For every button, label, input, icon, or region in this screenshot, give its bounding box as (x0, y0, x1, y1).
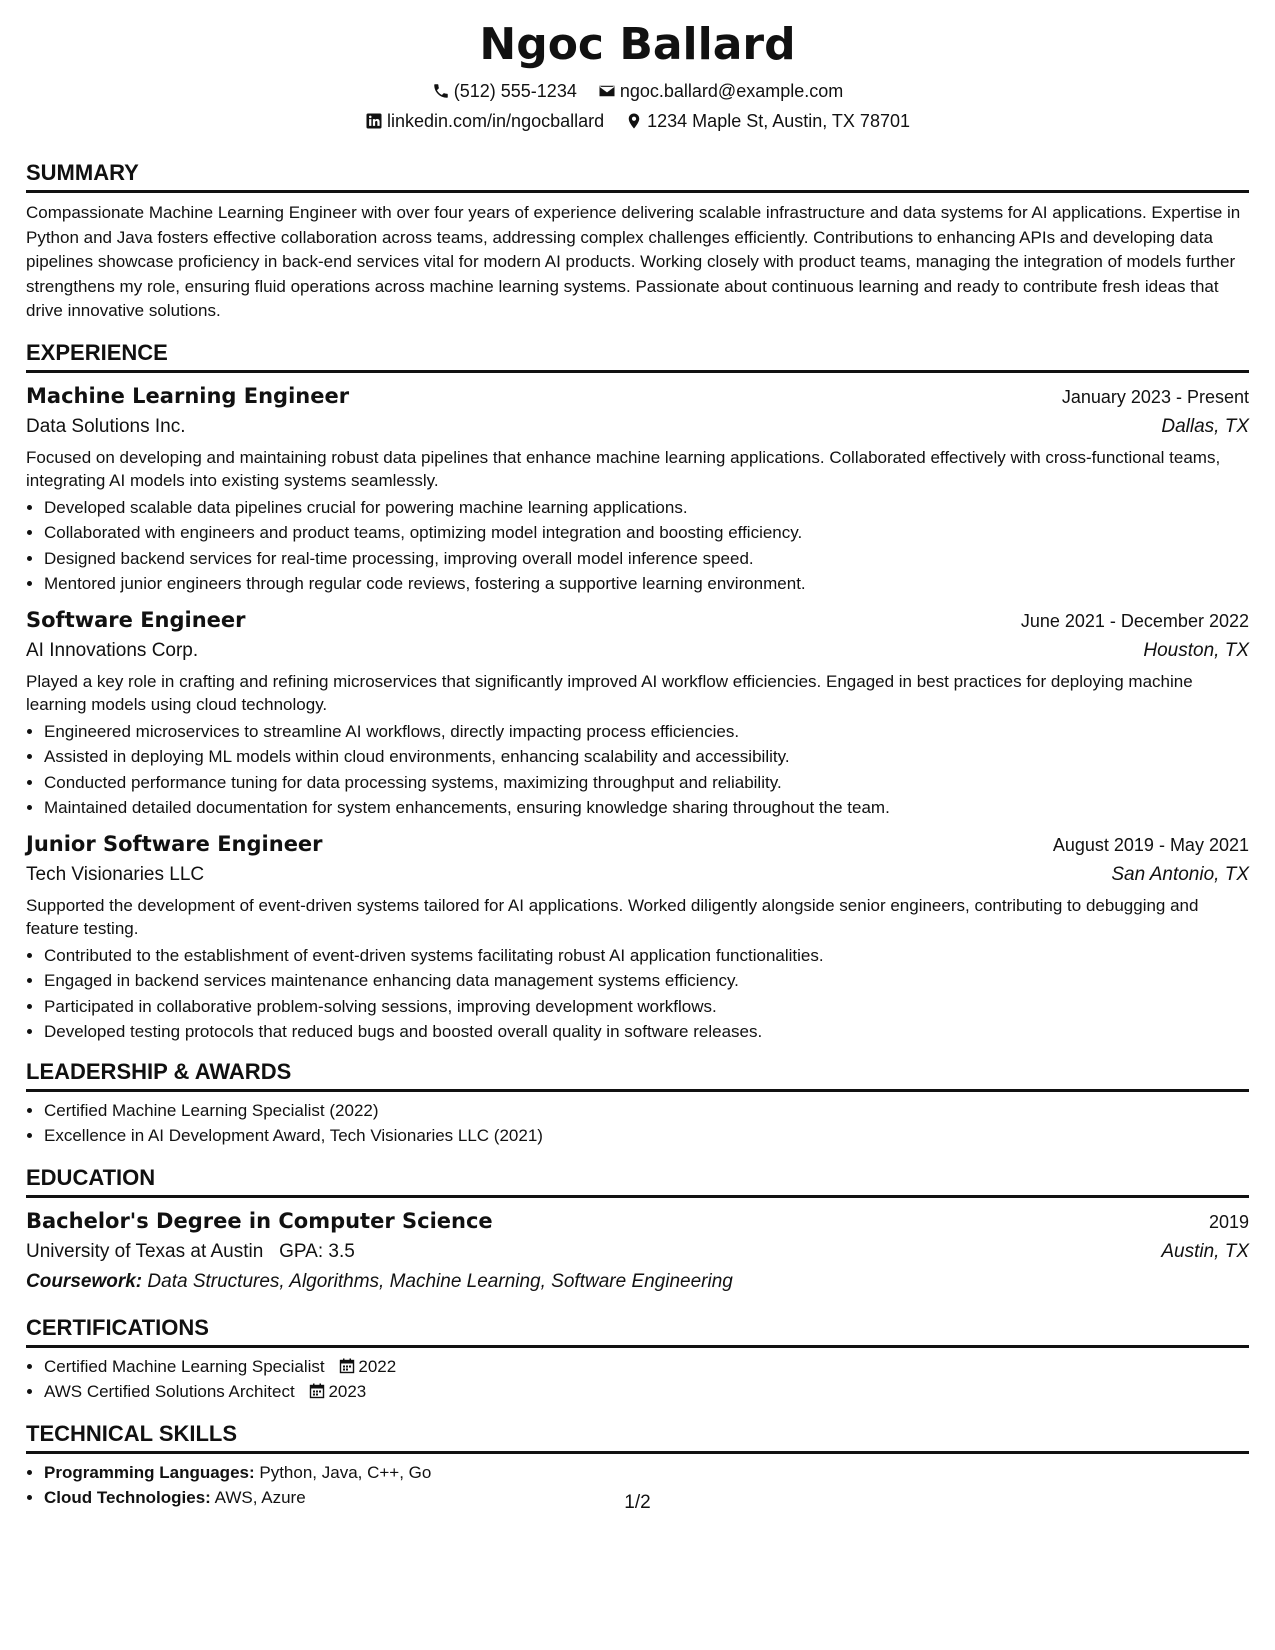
phone-icon (432, 82, 450, 100)
envelope-icon (598, 82, 616, 100)
list-item: • Certified Machine Learning Specialist (2022) (44, 1098, 1249, 1124)
candidate-name: Ngoc Ballard (479, 19, 796, 70)
job-location: Houston, TX (1143, 639, 1249, 661)
section-title-skills: TECHNICAL SKILLS (26, 1421, 1249, 1454)
calendar-icon (339, 1358, 355, 1374)
list-item: • Engineered microservices to streamline AI workflows, directly impacting process efficiencies. (44, 719, 1249, 745)
resume-page (26, 18, 1249, 1511)
job-dates: June 2021 - December 2022 (1020, 610, 1249, 631)
summary-section (26, 160, 1249, 324)
graduation-year: 2019 (1208, 1211, 1249, 1232)
section-title-awards: LEADERSHIP & AWARDS (26, 1059, 1249, 1092)
job-company: Data Solutions Inc. (26, 415, 186, 437)
map-pin-icon (625, 112, 643, 130)
linkedin-text: linkedin.com/in/ngocballard (387, 111, 605, 131)
email-text: ngoc.ballard@example.com (619, 81, 844, 101)
cert-name: Certified Machine Learning Specialist (44, 1356, 325, 1376)
linkedin-icon (365, 112, 383, 130)
list-item: • Designed backend services for real-time processing, improving overall model inference speed. (44, 546, 1249, 572)
gpa: GPA: 3.5 (279, 1240, 355, 1262)
linkedin-contact[interactable] (365, 108, 604, 134)
skill-label: Programming Languages: (44, 1462, 255, 1482)
job-entry (26, 829, 1249, 1045)
coursework (26, 1267, 1249, 1297)
job-bullets (26, 495, 1249, 597)
job-company: AI Innovations Corp. (26, 639, 199, 661)
coursework-label: Coursework: (26, 1270, 143, 1292)
list-item: • Developed testing protocols that reduced bugs and boosted overall quality in software releases. (44, 1019, 1249, 1045)
list-item (44, 1354, 1249, 1380)
job-title: Junior Software Engineer (26, 831, 323, 856)
cert-year: 2023 (328, 1382, 367, 1401)
cert-name: AWS Certified Solutions Architect (44, 1382, 295, 1401)
phone-text: (512) 555-1234 (453, 81, 577, 101)
list-item: • Developed scalable data pipelines crucial for powering machine learning applications. (44, 495, 1249, 521)
job-bullets (26, 719, 1249, 821)
education-entry (26, 1206, 1249, 1297)
contact-row-2 (26, 108, 1249, 134)
list-item: • Participated in collaborative problem-solving sessions, improving development workflows. (44, 994, 1249, 1020)
address-text: 1234 Maple St, Austin, TX 78701 (647, 111, 910, 131)
cert-year: 2022 (358, 1356, 397, 1376)
school-and-gpa (26, 1237, 355, 1267)
awards-list (26, 1098, 1249, 1149)
job-location: San Antonio, TX (1111, 863, 1249, 885)
calendar-icon (309, 1383, 325, 1399)
list-item: • Conducted performance tuning for data processing systems, maximizing throughput and reliability. (44, 770, 1249, 796)
job-dates: January 2023 - Present (1061, 386, 1249, 407)
list-item: • Mentored junior engineers through regular code reviews, fostering a supportive learning environment. (44, 571, 1249, 597)
job-dates: August 2019 - May 2021 (1052, 834, 1249, 855)
awards-section (26, 1059, 1249, 1149)
skill-label: Cloud Technologies: (44, 1488, 211, 1507)
skill-value: AWS, Azure (214, 1488, 306, 1507)
list-item: • Contributed to the establishment of event-driven systems facilitating robust AI application functionalities. (44, 943, 1249, 969)
school-location: Austin, TX (1161, 1240, 1249, 1262)
section-title-education: EDUCATION (26, 1165, 1249, 1198)
school-name: University of Texas at Austin (26, 1240, 264, 1262)
job-title: Software Engineer (26, 607, 246, 632)
coursework-list: Data Structures, Algorithms, Machine Learning, Software Engineering (147, 1270, 733, 1292)
job-bullets (26, 943, 1249, 1045)
job-description: Played a key role in crafting and refining microservices that significantly improved AI workflow efficiencies. Engaged in best practices for deploying machine learning models using cloud technology. (26, 671, 1193, 714)
page-number: 1/2 (624, 1492, 651, 1513)
job-entry (26, 605, 1249, 821)
job-location: Dallas, TX (1161, 415, 1249, 437)
experience-section (26, 340, 1249, 1045)
section-title-summary: SUMMARY (26, 160, 1249, 193)
list-item: • Engaged in backend services maintenance enhancing data management systems efficiency. (44, 968, 1249, 994)
email-contact[interactable] (598, 78, 843, 104)
summary-text: Compassionate Machine Learning Engineer with over four years of experience delivering scalable infrastructure and data systems for AI applications. Expertise in Python and Java fosters effective collaboration across teams, addressing complex challenges efficiently. Contributions to enhancing APIs and developing data pipelines showcase proficiency in back-end services vital for modern AI products. Working closely with product teams, managing the integration of models further strengthens my role, ensuring fluid operations across machine learning systems. Passionate about continuous learning and ready to contribute fresh ideas that drive innovative solutions. (26, 203, 1241, 320)
list-item: • Excellence in AI Development Award, Tech Visionaries LLC (2021) (44, 1123, 1249, 1149)
certifications-list (26, 1354, 1249, 1405)
list-item: • Maintained detailed documentation for system enhancements, ensuring knowledge sharing throughout the team. (44, 795, 1249, 821)
section-title-certifications: CERTIFICATIONS (26, 1315, 1249, 1348)
skill-value: Python, Java, C++, Go (259, 1462, 432, 1482)
address-contact (625, 108, 910, 134)
list-item (44, 1460, 1249, 1486)
job-title: Machine Learning Engineer (26, 383, 350, 408)
list-item: • Assisted in deploying ML models within cloud environments, enhancing scalability and accessibility. (44, 744, 1249, 770)
education-section (26, 1165, 1249, 1297)
list-item: • Collaborated with engineers and product teams, optimizing model integration and boosting efficiency. (44, 520, 1249, 546)
job-company: Tech Visionaries LLC (26, 863, 205, 885)
job-description: Focused on developing and maintaining robust data pipelines that enhance machine learning applications. Collaborated effectively with cross-functional teams, integrating AI models into existing systems seamlessly. (26, 447, 1221, 490)
list-item (44, 1379, 1249, 1405)
job-description: Supported the development of event-driven systems tailored for AI applications. Worked diligently alongside senior engineers, contributing to debugging and feature testing. (26, 895, 1199, 938)
section-title-experience: EXPERIENCE (26, 340, 1249, 373)
job-entry (26, 381, 1249, 597)
contact-row-1 (26, 78, 1249, 104)
degree: Bachelor's Degree in Computer Science (26, 1208, 493, 1233)
certifications-section (26, 1315, 1249, 1405)
phone-contact (432, 78, 577, 104)
